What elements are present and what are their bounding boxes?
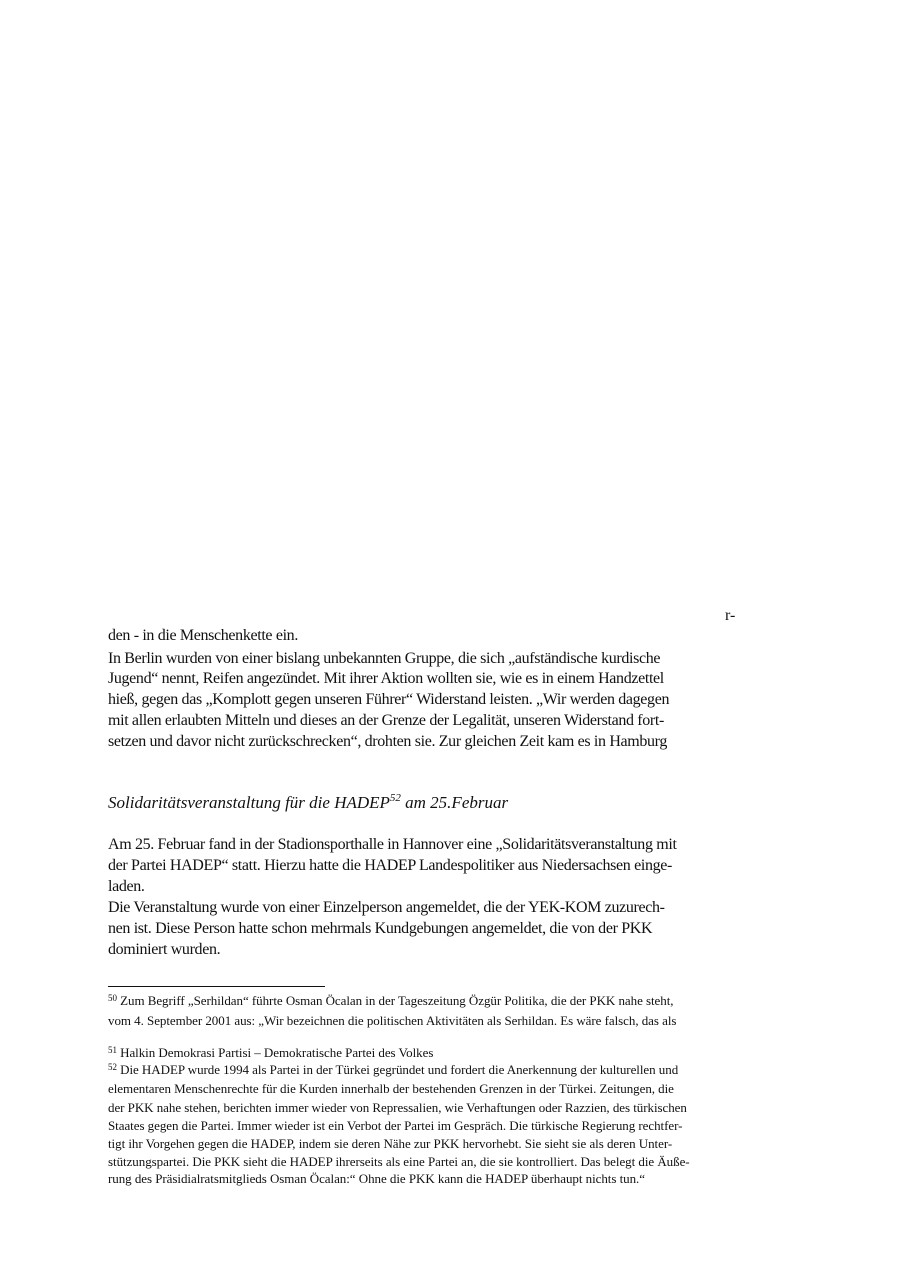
text-line: nen ist. Diese Person hatte schon mehrmals Kundgebungen angemeldet, die von der PKK: [108, 920, 653, 937]
footnote-52-line: elementaren Menschenrechte für die Kurden innerhalb der bestehenden Grenzen in der Türkei. Zeitungen, die: [108, 1081, 674, 1096]
footnote-ref[interactable]: 52: [389, 792, 401, 804]
footnote-separator: [108, 986, 325, 987]
footnote-52-line: Staates gegen die Partei. Immer wieder ist ein Verbot der Partei im Gespräch. Die türkische Regierung rechtfer-: [108, 1118, 683, 1133]
footnote-number: 51: [108, 1045, 117, 1055]
section-heading: [108, 792, 508, 814]
footnote-50-line: [108, 992, 674, 1009]
text-line: der Partei HADEP“ statt. Hierzu hatte die HADEP Landespolitiker aus Niedersachsen einge-: [108, 857, 672, 874]
text-line: Die Veranstaltung wurde von einer Einzelperson angemeldet, die der YEK-KOM zuzurech-: [108, 899, 665, 916]
text-line: laden.: [108, 878, 145, 895]
hyphen-fragment: r-: [725, 607, 736, 624]
heading-text: Solidaritätsveranstaltung für die HADEP: [108, 793, 390, 812]
footnote-number: 50: [108, 993, 117, 1003]
heading-date: am 25.Februar: [400, 793, 509, 812]
text-line: Am 25. Februar fand in der Stadionsporthalle in Hannover eine „Solidaritätsveranstaltung mit: [108, 836, 677, 853]
footnote-52-line: stützungspartei. Die PKK sieht die HADEP ihrerseits als eine Partei an, die sie kontrolliert. Das belegt die Äuße-: [108, 1154, 690, 1169]
footnote-50-line: vom 4. September 2001 aus: „Wir bezeichnen die politischen Aktivitäten als Serhildan. Es wäre falsch, das als: [108, 1013, 677, 1028]
footnote-text: Zum Begriff „Serhildan“ führte Osman Öcalan in der Tageszeitung Özgür Politika, die der PKK nahe steht,: [116, 993, 674, 1008]
footnote-52-line: [108, 1061, 678, 1078]
text-line: den - in die Menschenkette ein.: [108, 627, 298, 644]
text-line: mit allen erlaubten Mitteln und dieses an der Grenze der Legalität, unseren Widerstand fort-: [108, 712, 664, 729]
footnote-52-line: tigt ihr Vorgehen gegen die HADEP, indem sie deren Nähe zur PKK hervorhebt. Sie sieht sie als deren Unter-: [108, 1136, 673, 1151]
text-line: hieß, gegen das „Komplott gegen unseren Führer“ Widerstand leisten. „Wir werden dagegen: [108, 691, 670, 708]
footnote-51-line: [108, 1044, 433, 1061]
text-line: In Berlin wurden von einer bislang unbekannten Gruppe, die sich „aufständische kurdische: [108, 650, 661, 667]
text-line: Jugend“ nennt, Reifen angezündet. Mit ihrer Aktion wollten sie, wie es in einem Handzettel: [108, 670, 664, 687]
footnote-52-line: der PKK nahe stehen, berichten immer wieder von Repressalien, wie Verhaftungen oder Razzien, des türkischen: [108, 1100, 687, 1115]
footnote-number: 52: [108, 1062, 117, 1072]
footnote-52-line: rung des Präsidialratsmitglieds Osman Öcalan:“ Ohne die PKK kann die HADEP überhaupt nichts tun.“: [108, 1171, 645, 1186]
text-line: dominiert wurden.: [108, 941, 221, 958]
text-line: setzen und davor nicht zurückschrecken“, drohten sie. Zur gleichen Zeit kam es in Hamburg: [108, 733, 668, 750]
footnote-text: Halkin Demokrasi Partisi – Demokratische Partei des Volkes: [116, 1045, 434, 1060]
footnote-text: Die HADEP wurde 1994 als Partei in der Türkei gegründet und fordert die Anerkennung der kulturellen und: [116, 1062, 679, 1077]
